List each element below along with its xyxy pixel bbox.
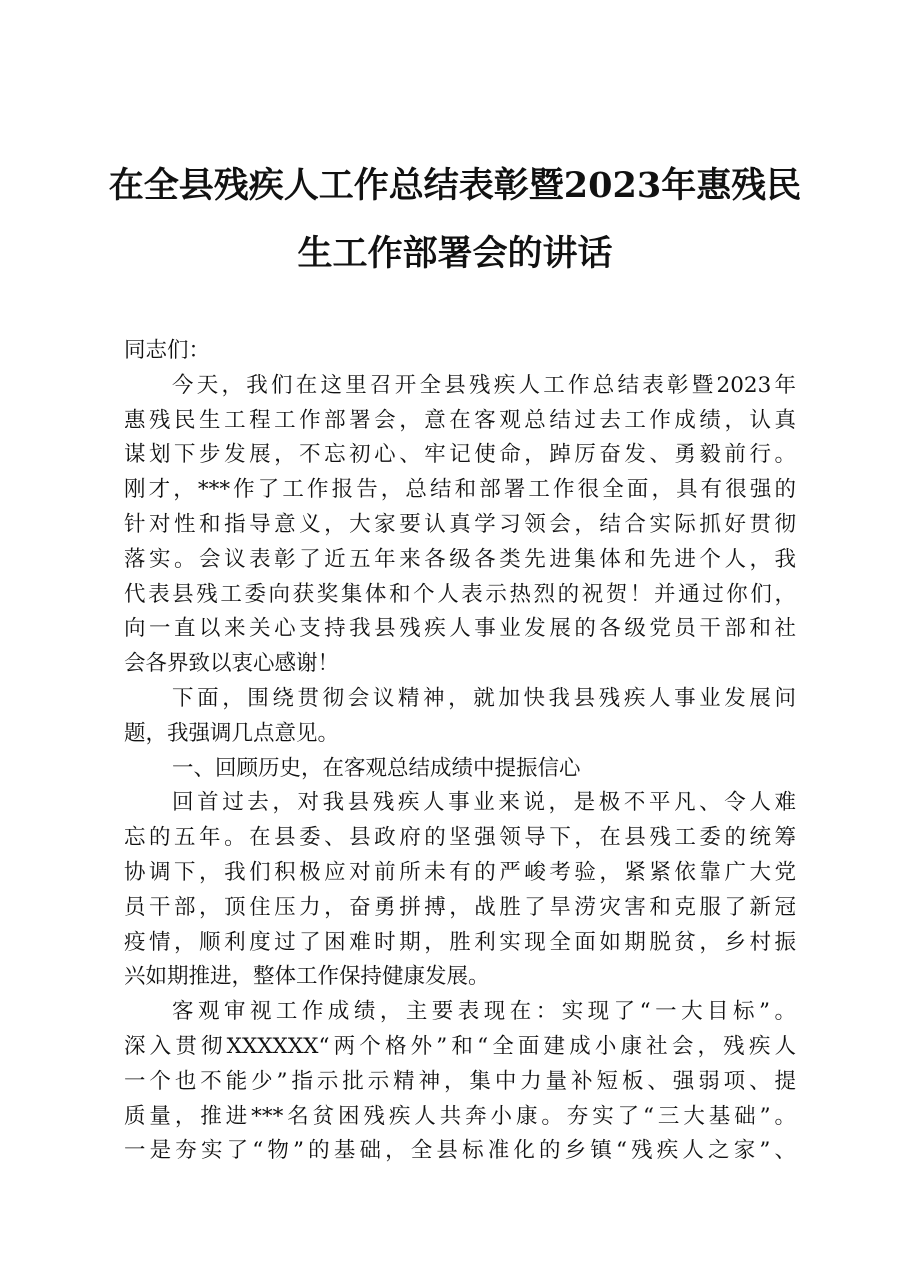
salutation: 同志们：	[124, 338, 211, 363]
paragraph-line: 题，我强调几点意见。	[124, 720, 340, 746]
title-line-1: 在全县残疾人工作总结表彰暨2023年惠残民	[108, 165, 802, 206]
paragraph-line: 一是夯实了“物”的基础，全县标准化的乡镇“残疾人之家”、	[124, 1138, 796, 1164]
paragraph-line: 会各界致以衷心感谢！	[124, 651, 340, 677]
document-body	[124, 334, 796, 1169]
paragraph-line: 刚才，***作了工作报告，总结和部署工作很全面，具有很强的	[124, 477, 796, 503]
paragraph-line: 落实。会议表彰了近五年来各级各类先进集体和先进个人，我	[124, 546, 796, 572]
title-line-2: 生工作部署会的讲话	[297, 233, 613, 274]
paragraph-line: 回首过去，对我县残疾人事业来说，是极不平凡、令人难	[172, 790, 796, 816]
paragraph-line: 忘的五年。在县委、县政府的坚强领导下，在县残工委的统筹	[124, 825, 796, 851]
paragraph-line: 协调下，我们积极应对前所未有的严峻考验，紧紧依靠广大党	[124, 859, 796, 885]
paragraph-line: 下面，围绕贯彻会议精神，就加快我县残疾人事业发展问	[172, 685, 796, 711]
paragraph-line: 向一直以来关心支持我县残疾人事业发展的各级党员干部和社	[124, 616, 796, 642]
section-heading: 一、回顾历史，在客观总结成绩中提振信心	[172, 755, 581, 781]
paragraph-line: 代表县残工委向获奖集体和个人表示热烈的祝贺！并通过你们，	[124, 581, 796, 607]
paragraph-line: 客观审视工作成绩，主要表现在：实现了“一大目标”。	[172, 999, 796, 1025]
paragraph-line: 深入贯彻XXXXXX“两个格外”和“全面建成小康社会，残疾人	[124, 1033, 796, 1059]
paragraph-line: 惠残民生工程工作部署会，意在客观总结过去工作成绩，认真	[124, 407, 796, 433]
paragraph-line: 今天，我们在这里召开全县残疾人工作总结表彰暨2023年	[172, 372, 796, 398]
paragraph-line: 一个也不能少”指示批示精神，集中力量补短板、强弱项、提	[124, 1068, 796, 1094]
paragraph-line: 员干部，顶住压力，奋勇拼搏，战胜了旱涝灾害和克服了新冠	[124, 894, 796, 920]
paragraph-line: 质量，推进***名贫困残疾人共奔小康。夯实了“三大基础”。	[124, 1103, 796, 1129]
paragraph-line: 针对性和指导意义，大家要认真学习领会，结合实际抓好贯彻	[124, 511, 796, 537]
paragraph-line: 疫情，顺利度过了困难时期，胜利实现全面如期脱贫，乡村振	[124, 929, 796, 955]
paragraph-line: 谋划下步发展，不忘初心、牢记使命，踔厉奋发、勇毅前行。	[124, 442, 796, 468]
paragraph-line: 兴如期推进，整体工作保持健康发展。	[124, 964, 490, 990]
document-title	[100, 152, 810, 288]
